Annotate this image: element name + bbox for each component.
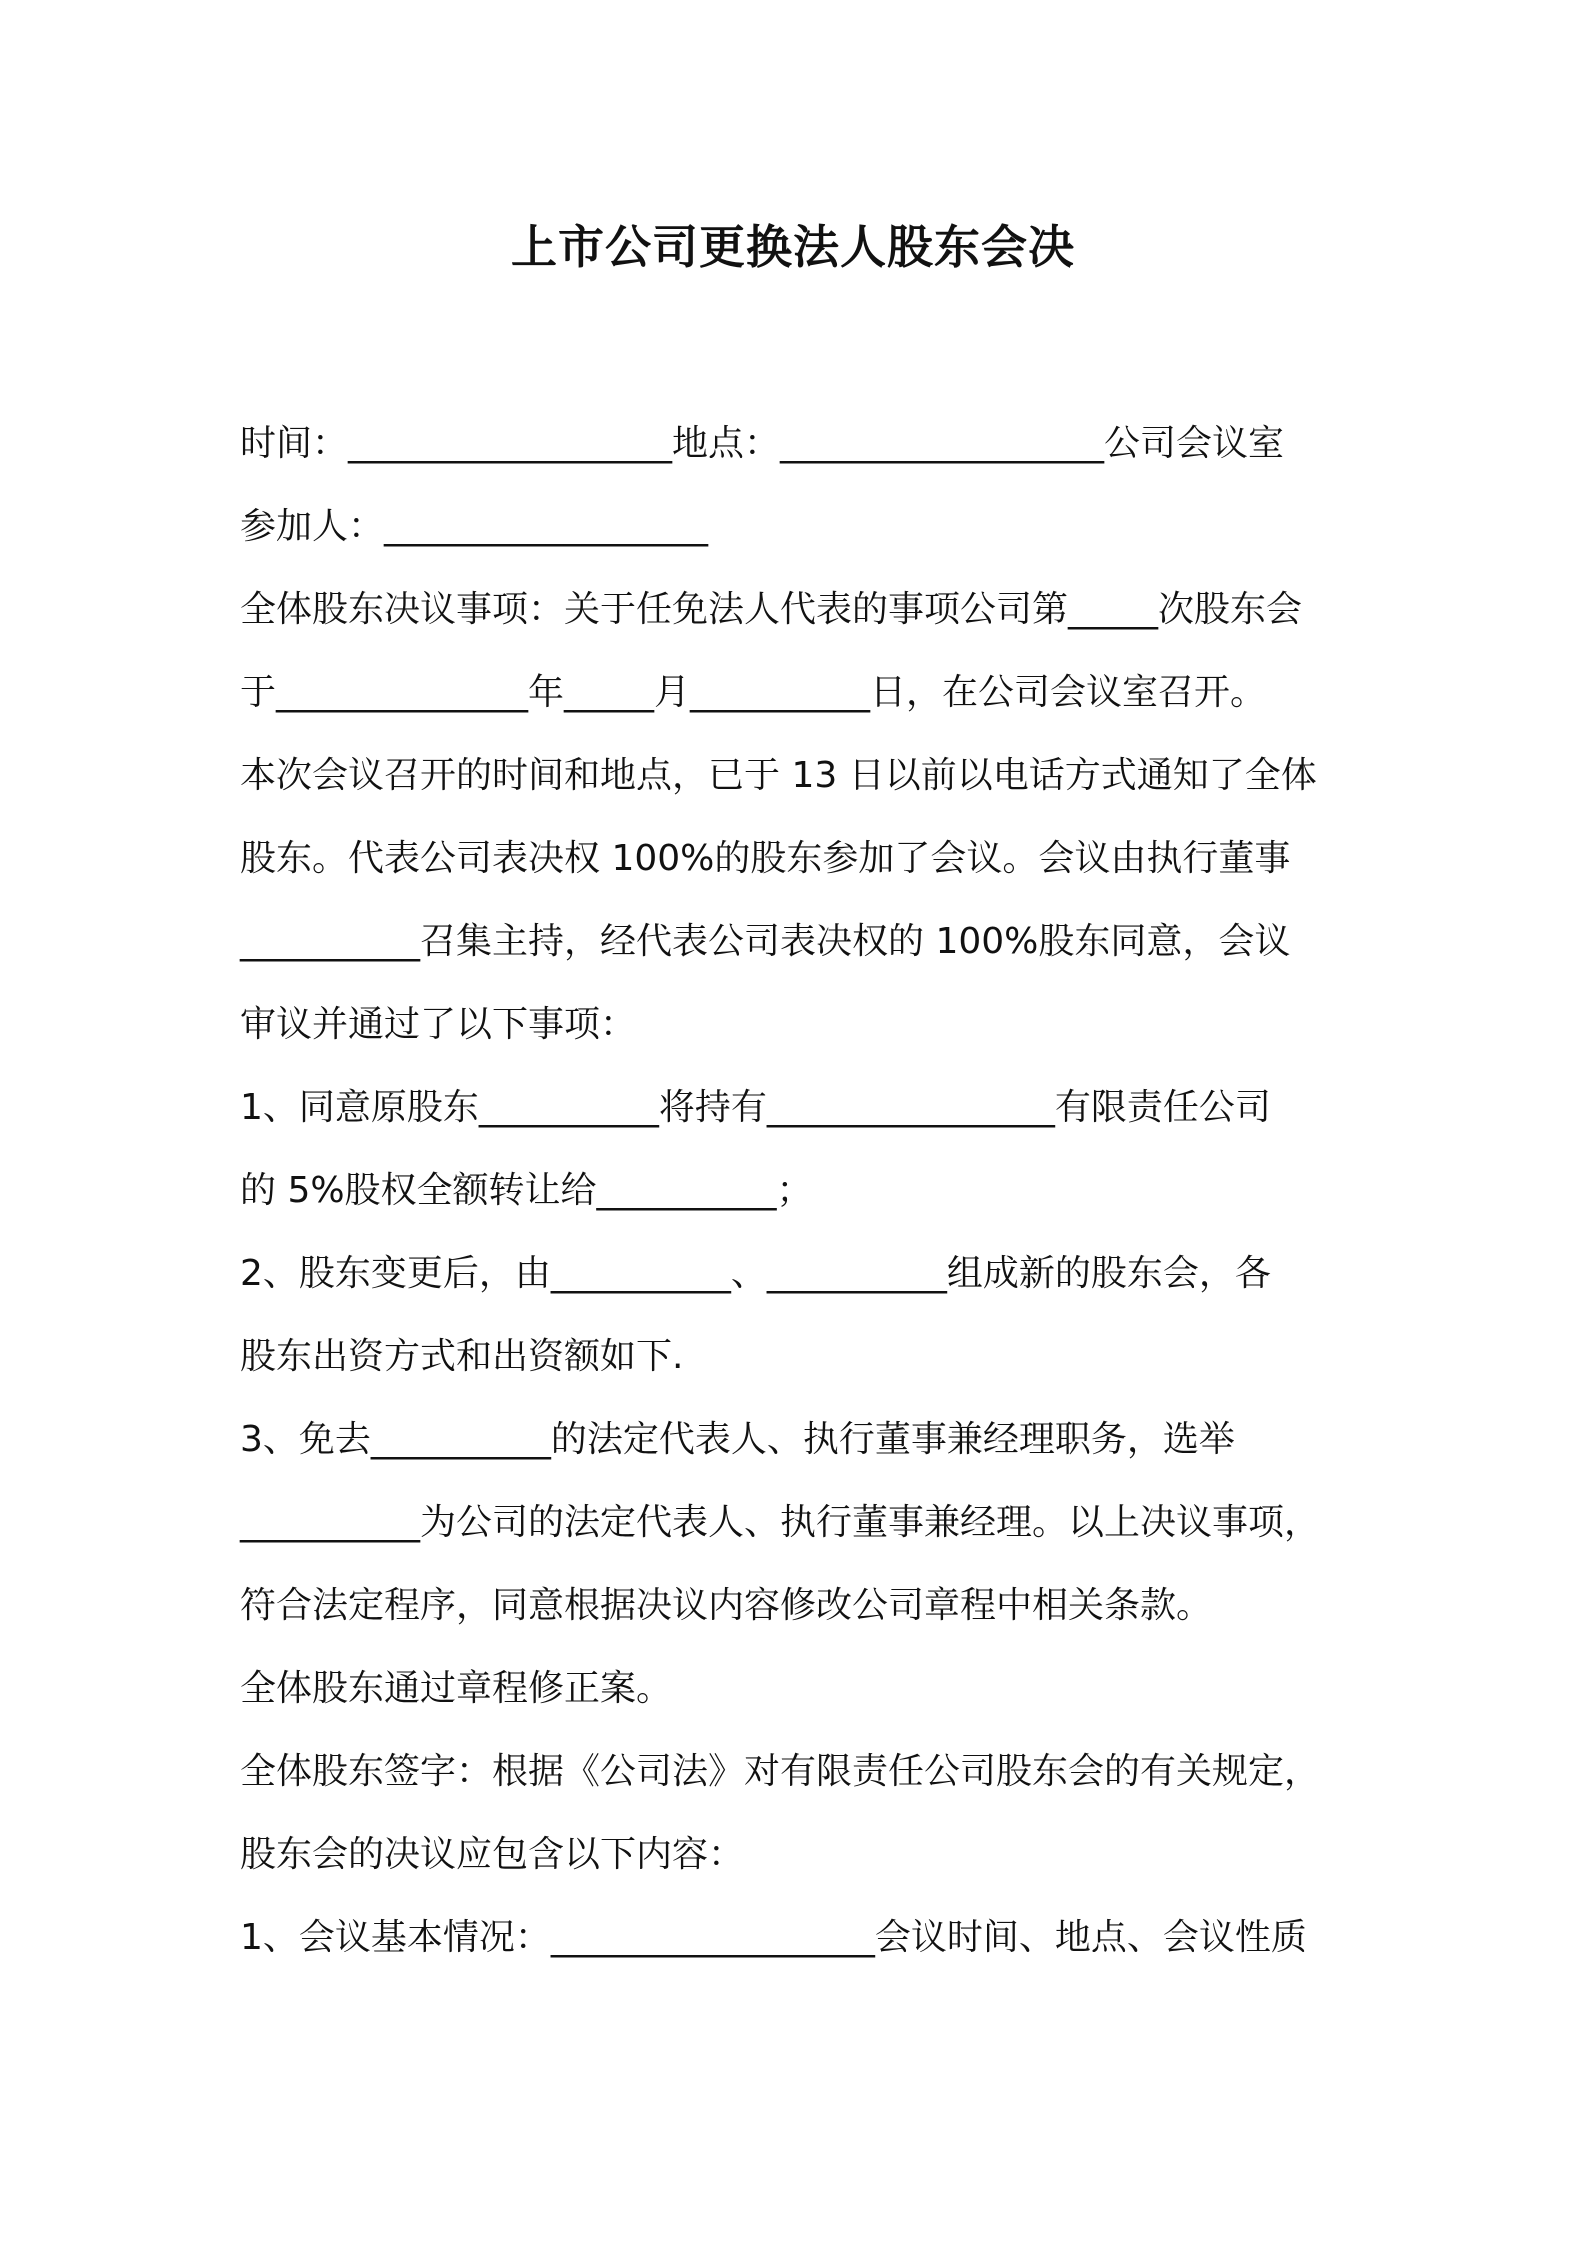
paragraph-line-item-1-continued: 的 5%股权全额转让给__________； xyxy=(240,1170,813,1211)
paragraph-line-legal-procedure: 符合法定程序，同意根据决议内容修改公司章程中相关条款。 xyxy=(240,1585,1213,1626)
paragraph-line-item-1: 1、同意原股东__________将持有________________有限责任公司 xyxy=(240,1087,1271,1128)
paragraph-line-item-3: 3、免去__________的法定代表人、执行董事兼经理职务，选举 xyxy=(240,1419,1235,1460)
paragraph-line-resolution-content: 股东会的决议应包含以下内容： xyxy=(240,1834,745,1875)
paragraph-line-attendance: 股东。代表公司表决权 100%的股东参加了会议。会议由执行董事 xyxy=(240,838,1291,879)
document-title: 上市公司更换法人股东会决 xyxy=(511,220,1075,274)
paragraph-line-time-location: 时间：__________________地点：__________________公司会议室 xyxy=(240,423,1285,464)
paragraph-line-meeting-date: 于______________年_____月__________日，在公司会议室召开。 xyxy=(240,672,1267,713)
paragraph-line-item-2: 2、股东变更后，由__________、__________组成新的股东会，各 xyxy=(240,1253,1271,1294)
paragraph-line-attendees: 参加人：__________________ xyxy=(240,506,709,547)
paragraph-line-signatures: 全体股东签字：根据《公司法》对有限责任公司股东会的有关规定， xyxy=(240,1751,1321,1792)
paragraph-line-basic-info: 1、会议基本情况：__________________会议时间、地点、会议性质 xyxy=(240,1917,1307,1958)
document-body xyxy=(240,402,1380,1979)
paragraph-line-item-2-continued: 股东出资方式和出资额如下. xyxy=(240,1336,684,1377)
paragraph-line-notice: 本次会议召开的时间和地点，已于 13 日以前以电话方式通知了全体 xyxy=(240,755,1317,796)
paragraph-line-amendment: 全体股东通过章程修正案。 xyxy=(240,1668,673,1709)
paragraph-line-resolution-subject: 全体股东决议事项：关于任免法人代表的事项公司第_____次股东会 xyxy=(240,589,1303,630)
paragraph-line-chair: __________召集主持，经代表公司表决权的 100%股东同意，会议 xyxy=(240,921,1291,962)
paragraph-line-approved-items: 审议并通过了以下事项： xyxy=(240,1004,637,1045)
paragraph-line-item-3-continued: __________为公司的法定代表人、执行董事兼经理。以上决议事项， xyxy=(240,1502,1321,1543)
